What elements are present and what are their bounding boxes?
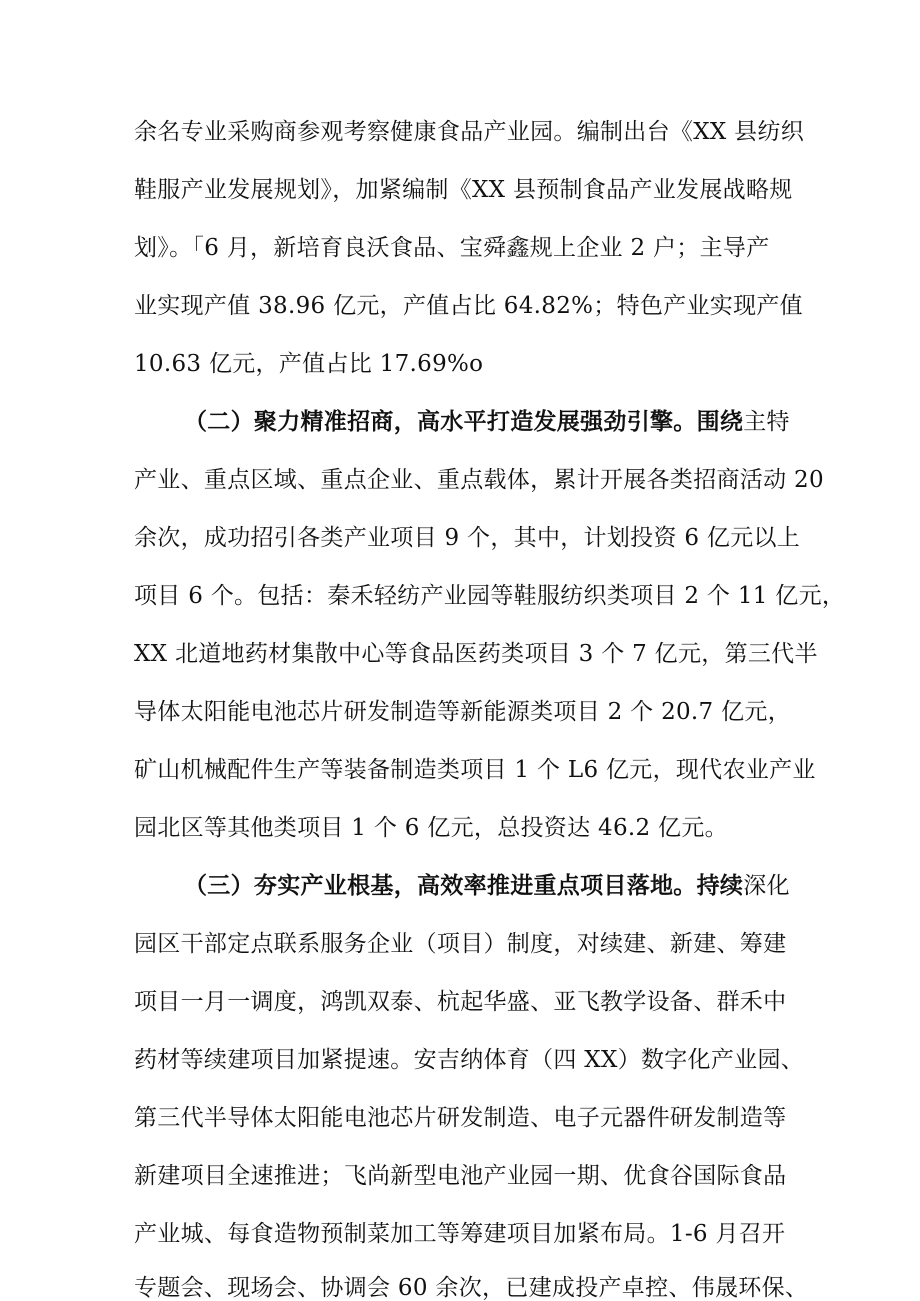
body-text: 深化 (743, 873, 790, 899)
paragraph-1-line-5 (134, 348, 794, 380)
paragraph-3-line-3 (134, 986, 794, 1018)
body-text: 余名专业采购商参观考察健康食品产业园。编制出台《XX 县纺织 (134, 119, 805, 145)
paragraph-1-line-2 (134, 174, 794, 206)
body-text: 新建项目全速推进；飞尚新型电池产业园一期、优食谷国际食品 (134, 1163, 787, 1189)
paragraph-3-line-8 (134, 1275, 809, 1301)
paragraph-2-line-2 (134, 464, 824, 496)
body-text: 专题会、现场会、协调会 60 余次，已建成投产卓控、伟晟环保、 (134, 1275, 809, 1301)
body-text: XX 北道地药材集散中心等食品医药类项目 3 个 7 亿元，第三代半 (134, 641, 818, 667)
paragraph-3-line-7 (134, 1218, 794, 1250)
paragraph-2-line-5 (134, 638, 818, 670)
section-3-heading: （三）夯实产业根基，高效率推进重点项目落地。持续 (184, 872, 744, 899)
body-text: 项目 6 个。包括：秦禾轻纺产业园等鞋服纺织类项目 2 个 11 亿元， (134, 583, 846, 609)
body-text: 余次，成功招引各类产业项目 9 个，其中，计划投资 6 亿元以上 (134, 525, 801, 551)
paragraph-3-line-4 (134, 1044, 805, 1076)
paragraph-1-line-4 (134, 290, 803, 322)
body-text: 园北区等其他类项目 1 个 6 亿元，总投资达 46.2 亿元。 (134, 815, 728, 841)
section-2-heading: （二）聚力精准招商，高水平打造发展强劲引擎。围绕 (184, 408, 744, 435)
paragraph-2-line-7 (134, 754, 816, 786)
paragraph-3-line-6 (134, 1160, 794, 1192)
paragraph-1-line-1 (134, 116, 805, 148)
body-text: 第三代半导体太阳能电池芯片研发制造、电子元器件研发制造等 (134, 1105, 787, 1131)
paragraph-2-line-6 (134, 696, 794, 728)
body-text: 划》。「6 月，新培育良沃食品、宝舜鑫规上企业 2 户；主导产 (134, 235, 770, 261)
body-text: 矿山机械配件生产等装备制造类项目 1 个 L6 亿元，现代农业产业 (134, 757, 816, 783)
paragraph-3-line-2 (134, 928, 794, 960)
paragraph-3-line-5 (134, 1102, 794, 1134)
section-2-heading-line (184, 406, 794, 438)
section-3-heading-line (184, 870, 794, 902)
paragraph-2-line-4 (134, 580, 846, 612)
body-text: 产业城、每食造物预制菜加工等筹建项目加紧布局。1-6 月召开 (134, 1221, 786, 1247)
body-text: 业实现产值 38.96 亿元，产值占比 64.82%；特色产业实现产值 (134, 293, 803, 319)
paragraph-1-line-3 (134, 232, 794, 264)
body-text: 药材等续建项目加紧提速。安吉纳体育（四 XX）数字化产业园、 (134, 1047, 805, 1073)
paragraph-2-line-3 (134, 522, 801, 554)
body-text: 10.63 亿元，产值占比 17.69%o (134, 351, 484, 377)
body-text: 园区干部定点联系服务企业（项目）制度，对续建、新建、筹建 (134, 931, 787, 957)
body-text: 主特 (743, 409, 790, 435)
body-text: 鞋服产业发展规划》，加紧编制《XX 县预制食品产业发展战略规 (134, 177, 793, 203)
body-text: 项目一月一调度，鸿凯双泰、杭起华盛、亚飞教学设备、群禾中 (134, 989, 787, 1015)
body-text: 导体太阳能电池芯片研发制造等新能源类项目 2 个 20.7 亿元， (134, 699, 791, 725)
paragraph-2-line-8 (134, 812, 794, 844)
body-text: 产业、重点区域、重点企业、重点载体，累计开展各类招商活动 20 (134, 467, 824, 493)
